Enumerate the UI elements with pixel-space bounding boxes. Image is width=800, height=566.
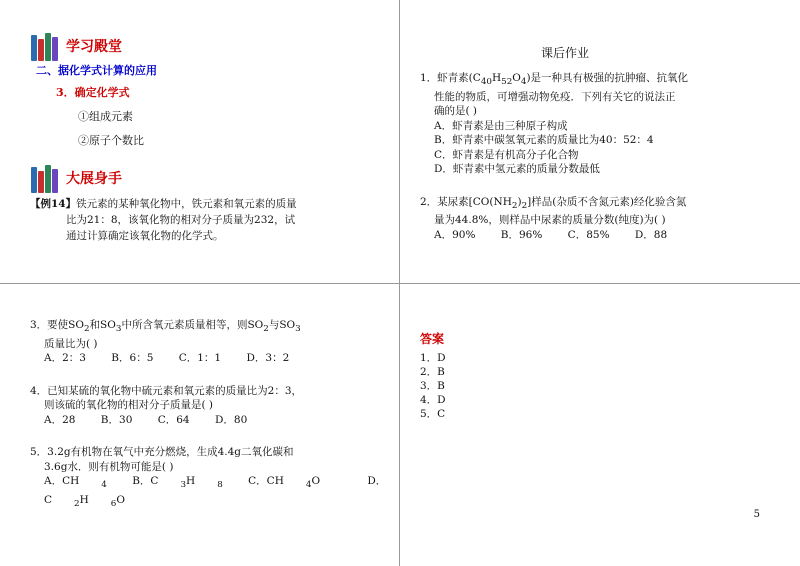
question-5-line-2: 3.6g水．则有机物可能是( ): [44, 460, 174, 473]
answer-item: 5．C: [420, 408, 446, 420]
list-item: ①组成元素: [78, 110, 133, 123]
option: B．30: [100, 413, 133, 426]
panel-questions-3-5: [30, 318, 390, 558]
question-2-line-2: 量为44.8%，则样品中尿素的质量分数(纯度)为( ): [434, 214, 666, 227]
example-14: [30, 196, 390, 244]
books-icon: [30, 31, 62, 61]
question-5-line-1: 5．3.2g有机物在氧气中充分燃烧，生成4.4g二氧化碳和: [30, 446, 294, 459]
panel-homework: [420, 44, 790, 274]
question-5: [30, 445, 390, 511]
heading-study-hall: 学习殿堂: [66, 39, 122, 55]
option: A．90%: [434, 228, 476, 241]
option: C．64: [157, 413, 190, 426]
panel-study-hall: [30, 30, 390, 275]
list-item: ②原子个数比: [78, 134, 144, 147]
example-line-3: 通过计算确定该氧化物的化学式。: [66, 230, 224, 242]
option: A．2：3: [44, 352, 86, 365]
option: A．28: [44, 413, 76, 426]
option: D．80: [214, 413, 248, 426]
question-2: [420, 195, 790, 243]
panel-answers: [420, 330, 790, 560]
option: C．虾青素是有机高分子化合物: [434, 148, 579, 161]
question-1-line-1: 1．虾青素$(C_{40}H_{52}O_4)$是一种具有极强的抗肿瘤、抗氧化: [420, 72, 689, 88]
option: B．6：5: [111, 352, 154, 365]
answer-item: 1．D: [420, 352, 446, 364]
option: A．CH $_4$: [44, 475, 107, 491]
question-4-line-1: 4．已知某硫的氧化物中硫元素和氧元素的质量比为2：3，: [30, 384, 303, 397]
question-1-line-2: 性能的物质，可增强动物免疫．下列有关它的说法正: [434, 90, 676, 103]
question-4: [30, 384, 390, 428]
example-line-2: 比为21：8，该氧化物的相对分子质量为232，试: [66, 214, 296, 226]
answers-title: 答案: [420, 332, 445, 346]
homework-title: 课后作业: [540, 46, 589, 60]
question-1-line-3: 确的是( ): [434, 105, 478, 118]
option: D．C $_2$H $_6$O: [44, 475, 387, 509]
option: D．虾青素中氢元素的质量分数最低: [434, 163, 600, 176]
question-2-line-1: 2．某尿素$[CO(NH_2)_2]$样品(杂质不含氮元素)经化验含氮: [420, 195, 687, 211]
example-line-1: 铁元素的某种氧化物中，铁元素和氧元素的质量: [76, 198, 297, 210]
question-4-options: [30, 413, 390, 428]
question-1: [420, 71, 790, 177]
section-title: 二、据化学式计算的应用: [36, 64, 157, 77]
books-icon: [30, 163, 62, 193]
horizontal-divider: [0, 283, 800, 284]
heading-practice: 大展身手: [66, 171, 122, 187]
question-4-line-2: 则该硫的氧化物的相对分子质量是( ): [44, 399, 214, 412]
answer-item: 3．B: [420, 380, 445, 392]
option: C．CH $_4$O: [248, 475, 321, 491]
example-tag: 【例14】: [30, 198, 77, 210]
option: C．1：1: [178, 352, 222, 365]
option: B．96%: [500, 228, 543, 241]
question-3: [30, 318, 390, 366]
question-3-line-1: 3．要使$SO_2$和$SO_3$中所含氧元素质量相等，则$SO_2$与$SO_3$: [30, 319, 301, 335]
option: B．虾青素中碳氢氧元素的质量比为40：52：4: [434, 134, 654, 147]
question-3-line-2: 质量比为( ): [44, 337, 98, 350]
question-2-options: [420, 228, 790, 243]
option: C．85%: [567, 228, 610, 241]
option: B．C $_3$H $_8$: [132, 475, 223, 491]
subsection-title: 3．确定化学式: [56, 86, 130, 99]
question-3-options: [30, 351, 390, 366]
page-number: 5: [753, 509, 760, 520]
answer-item: 4．D: [420, 394, 446, 406]
answer-item: 2．B: [420, 366, 445, 378]
heading-row-2: [30, 162, 390, 194]
heading-row-1: [30, 30, 390, 62]
option: D．3：2: [246, 352, 290, 365]
option: A．虾青素是由三种原子构成: [434, 119, 568, 132]
question-5-options: [30, 474, 390, 511]
option: D．88: [634, 228, 668, 241]
